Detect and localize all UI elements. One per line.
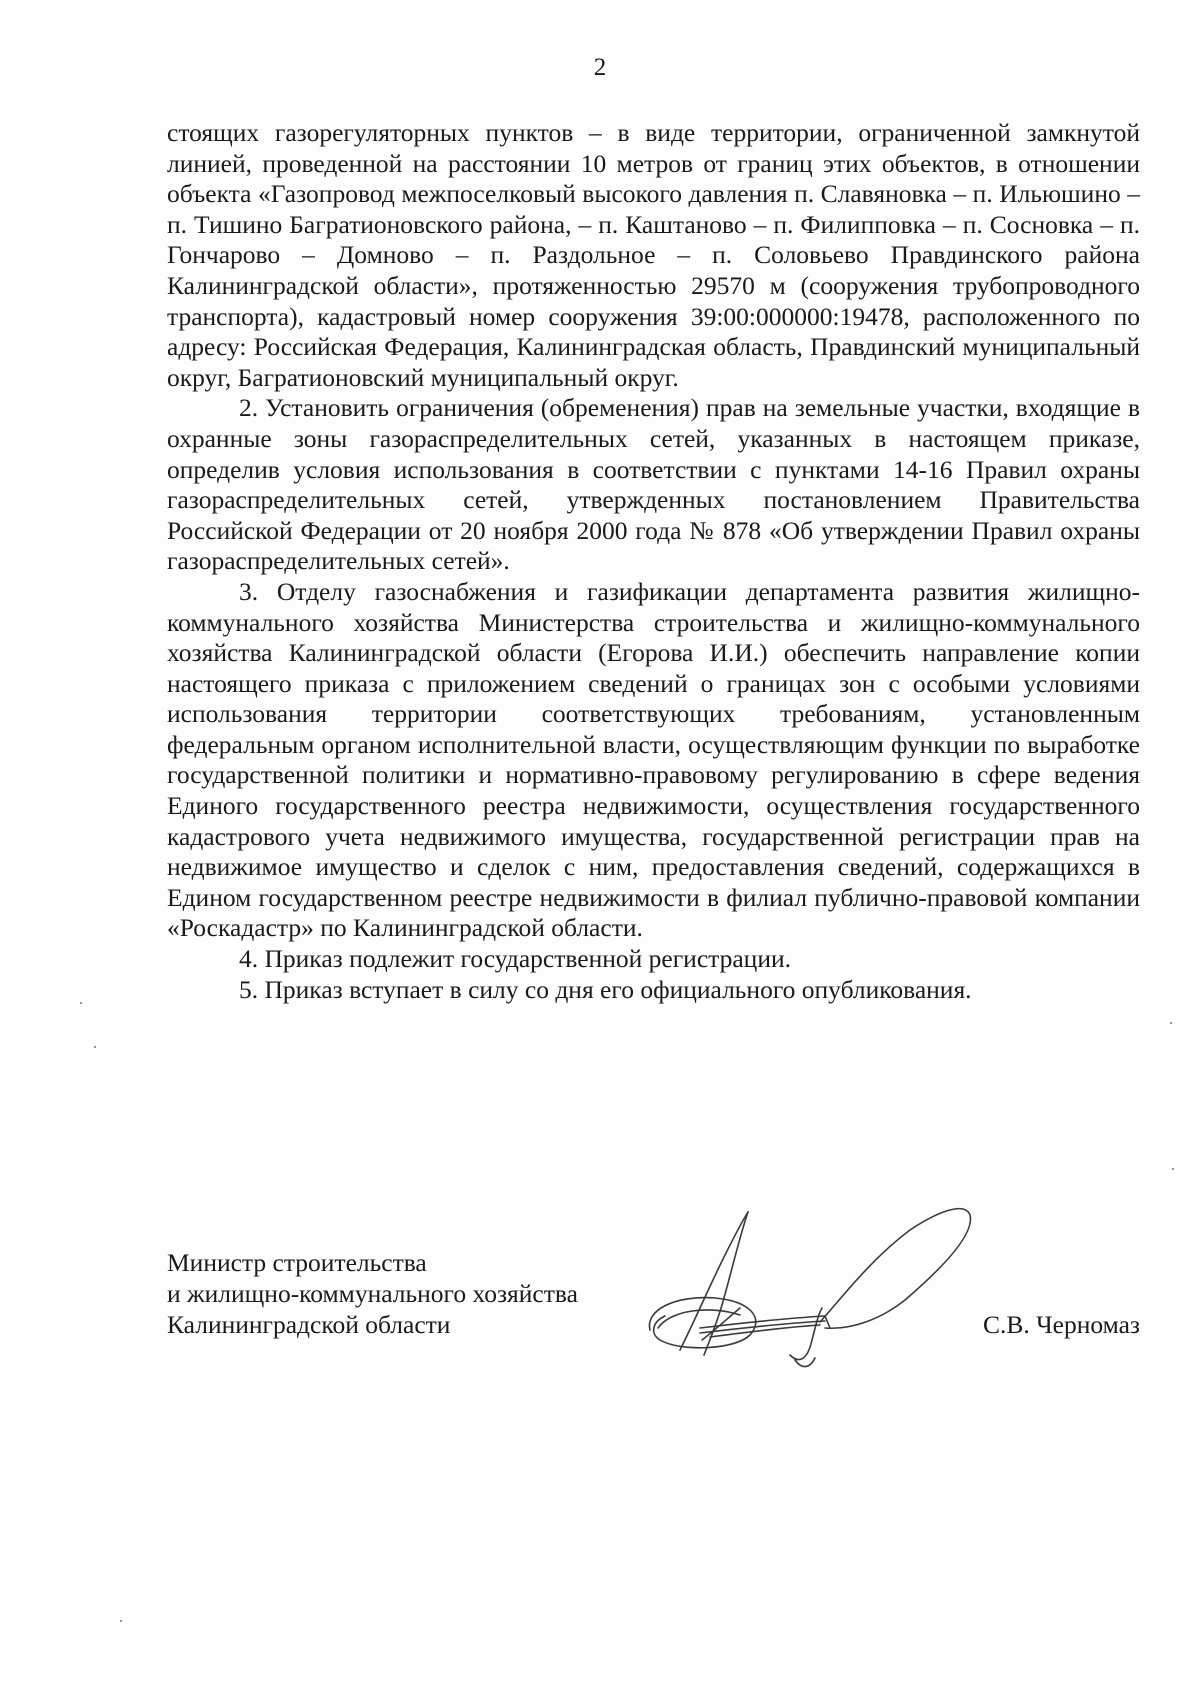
scan-speck <box>1172 1168 1174 1170</box>
paragraph-item-5: 5. Приказ вступает в силу со дня его официального опубликования. <box>239 974 972 1004</box>
paragraph-item-4: 4. Приказ подлежит государственной регистрации. <box>239 944 791 974</box>
signatory-title-line: и жилищно-коммунального хозяйства <box>167 1279 578 1308</box>
signatory-title-line: Министр строительства <box>167 1248 427 1277</box>
scan-speck <box>120 1620 122 1622</box>
paragraph-item-2: 2. Установить ограничения (обременения) прав на земельные участки, входящие в охранные зоны газораспределительных сетей, указанных в настоящем приказе, определив условия использования в соответствии с пунктами 14-16 Правил охраны газораспределительных сетей, утвержденных постановлением Правительства Российской Федерации от 20 ноября 2000 года № 878 «Об утверждении Правил охраны газораспределительных сетей». <box>167 393 1140 576</box>
paragraph-continuation: стоящих газорегуляторных пунктов – в виде территории, ограниченной замкнутой линией, проведенной на расстоянии 10 метров от границ этих объектов, в отношении объекта «Газопровод межпоселковый высокого давления п. Славяновка – п. Ильюшино – п. Тишино Багратионовского района, – п. Каштаново – п. Филипповка – п. Сосновка – п. Гончарово – Домново – п. Раздольное – п. Соловьево Правдинского района Калининградской области», протяженностью 29570 м (сооружения трубопроводного транспорта), кадастровый номер сооружения 39:00:000000:19478, расположенного по адресу: Российская Федерация, Калининградская область, Правдинский муниципальный округ, Багратионовский муниципальный округ. <box>167 118 1140 392</box>
signatory-name: С.В. Черномаз <box>982 1310 1140 1339</box>
scan-speck <box>94 1046 96 1048</box>
signatory-title-line: Калининградской области <box>167 1310 451 1339</box>
body-text <box>167 118 1140 1005</box>
signatory-title <box>167 1247 687 1340</box>
scan-speck <box>80 1002 82 1004</box>
handwritten-signature <box>640 1190 1060 1390</box>
page-number: 2 <box>593 54 607 81</box>
paragraph-item-3: 3. Отделу газоснабжения и газификации департамента развития жилищно-коммунального хозяйства Министерства строительства и жилищно-коммунального хозяйства Калининградской области (Егорова И.И.) обеспечить направление копии настоящего приказа с приложением сведений о границах зон с особыми условиями использования территории соответствующих требованиям, установленным федеральным органом исполнительной власти, осуществляющим функции по выработке государственной политики и нормативно-правовому регулированию в сфере ведения Единого государственного реестра недвижимости, осуществления государственного кадастрового учета недвижимого имущества, государственной регистрации прав на недвижимое имущество и сделок с ним, предоставления сведений, содержащихся в Едином государственном реестре недвижимости в филиал публично-правовой компании «Роскадастр» по Калининградской области. <box>167 576 1140 943</box>
scan-speck <box>1170 1022 1172 1024</box>
